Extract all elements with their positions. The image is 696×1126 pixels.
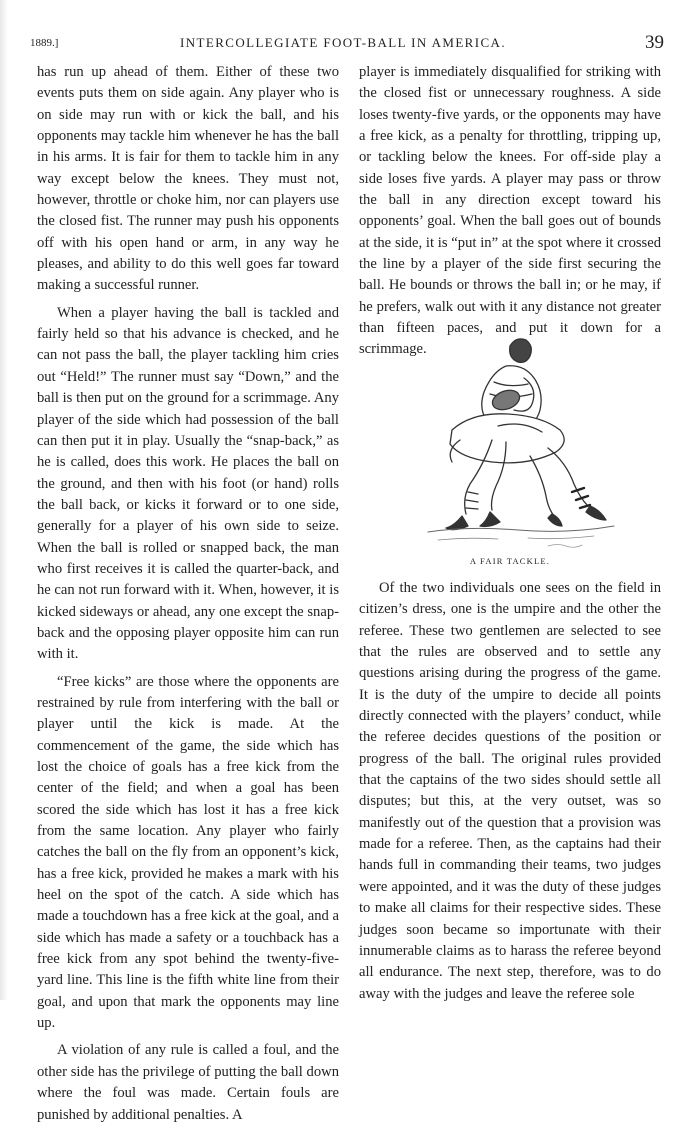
tackle-drawing	[398, 322, 638, 554]
header-year: 1889.]	[30, 37, 59, 49]
page-spine-shadow	[0, 0, 8, 1000]
running-header	[30, 32, 670, 54]
left-paragraph-3: “Free kicks” are those where the opponents are restrained by rule from interfering with the ball or player until the kick is made. At the commencement of the game, the side which has lost the choice of goals has a free kick from the center of the field; and when a goal has been scored the side which has lost it has a free kick from the same location. Any player who fairly catches the ball on the fly from an opponent’s kick, has a free kick, provided he makes a mark with his heel on the spot of the catch. A side which has made a touchdown has a free kick at the goal, and a side which has made a safety or a touchback has a free kick from any spot behind the twenty-five-yard line. This line is the fifth white line from their goal, and upon that mark the opponents may line up.	[37, 673, 339, 1032]
header-title: INTERCOLLEGIATE FOOT-BALL IN AMERICA.	[180, 35, 506, 50]
left-paragraph-1: has run up ahead of them. Either of these two events puts them on side again. Any player who is on side may run with or kick the ball, and his opponents may tackle him whenever he has the ball in his arms. It is fair for them to tackle him in any way except below the knees. They must not, however, throttle or choke him, nor can players use the closed fist. The runner may push his opponents off with his open hand or arm, in any way he pleases, and ability to do this well goes far toward making a successful runner.	[37, 64, 339, 294]
left-paragraph-4: A violation of any rule is called a foul, and the other side has the privilege of putting the ball down where the foul was made. Certain fouls are punished by additional penalties. A	[37, 1042, 339, 1123]
figure-caption: A FAIR TACKLE.	[469, 556, 551, 566]
left-paragraph-2: When a player having the ball is tackled and fairly held so that his advance is checked, and he can not pass the ball, the player tackling him cries out “Held!” The runner must say “Down,” and the ball is then put on the ground for a scrimmage. Any player of the side which had possession of the ball can then put it in play. Usually the “snap-back,” as he is called, does this work. He places the ball on the ground, and then with his foot (or hand) rolls the ball back, or kicks it forward or to one side, generally for a player of his own side to seize. When the ball is rolled or snapped back, the man who first receives it is called the quarter-back, and he can not run forward with it. When, however, it is kicked sideways or ahead, any one except the snap-back and the opposing player opposite him can run with it.	[37, 304, 339, 663]
page-number: 39	[645, 32, 664, 53]
right-column-lower	[359, 578, 661, 1005]
tackle-illustration	[398, 322, 638, 554]
right-paragraph-2: Of the two individuals one sees on the field in citizen’s dress, one is the umpire and the other the referee. These two gentlemen are selected to see that the rules are observed and to settle any questions arising during the progress of the game. It is the duty of the umpire to decide all points directly connected with the players’ conduct, while the referee decides questions of the position or progress of the ball. The original rules provided that the captains of the two sides should settle all disputes; but this, at the very outset, was so manifestly out of the question that a provision was made for a referee. Then, as the captains had their hands full in commanding their teams, two judges were appointed, and it was the duty of these judges to make all claims for their respective sides. These judges soon became so importunate with their innumerable claims as to harass the referee beyond all endurance. The next step, therefore, was to do away with the judges and leave the referee sole	[359, 580, 661, 1002]
right-column-upper	[359, 62, 661, 361]
right-paragraph-1: player is immediately disqualified for striking with the closed fist or unnecessary roughness. A side loses twenty-five yards, or the opponents may have a free kick, as a penalty for throttling, tripping up, or tackling below the knees. For off-side play a side loses five yards. A player may pass or throw the ball in any direction except toward his opponents’ goal. When the ball goes out of bounds at the side, it is “put in” at the spot where it crossed the line by a player of the side first securing the ball. He bounds or throws the ball in; or he may, if he prefers, walk out with it any distance not greater than fifteen paces, and put it down for a scrimmage.	[359, 64, 661, 358]
left-column	[37, 62, 339, 1126]
